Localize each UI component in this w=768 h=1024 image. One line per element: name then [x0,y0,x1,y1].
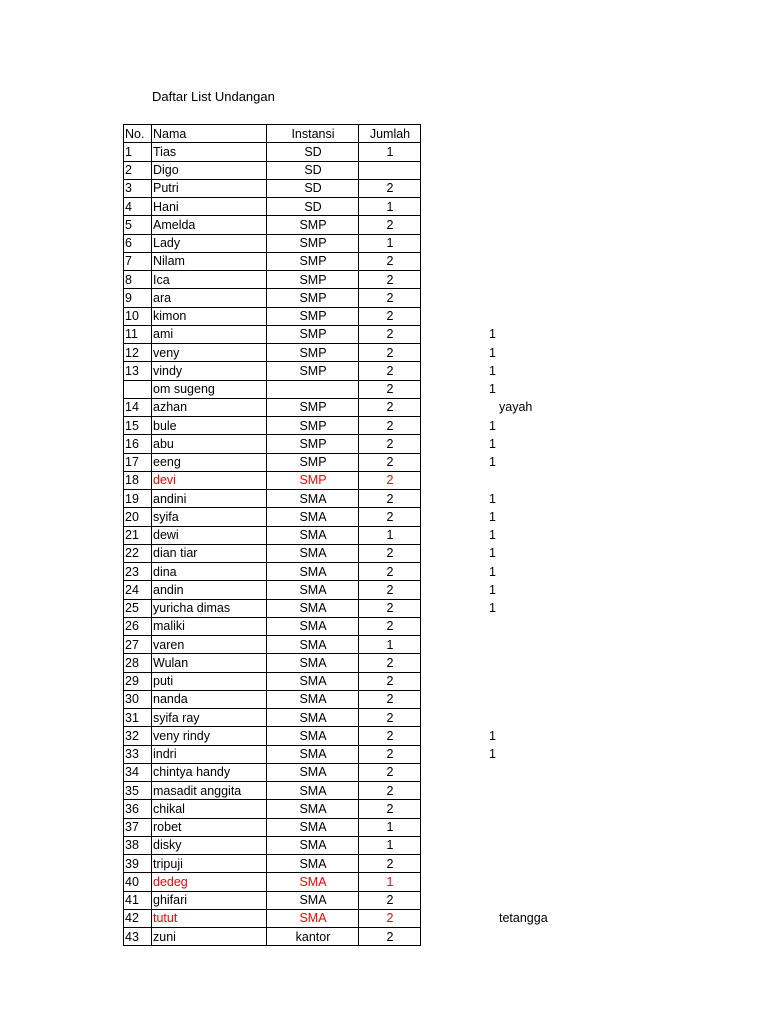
cell-no: 33 [124,745,152,763]
cell-instansi: SMP [267,453,359,471]
table-row [124,526,421,544]
cell-nama: syifa ray [152,709,267,727]
cell-instansi: SMA [267,800,359,818]
table-row [124,563,421,581]
cell-nama: nanda [152,690,267,708]
row-note: 1 [489,363,496,378]
cell-instansi: SMP [267,435,359,453]
cell-instansi: SMA [267,836,359,854]
cell-jumlah: 2 [359,672,421,690]
cell-jumlah: 2 [359,763,421,781]
cell-jumlah: 2 [359,508,421,526]
table-row [124,800,421,818]
cell-nama: varen [152,636,267,654]
cell-no: 6 [124,234,152,252]
row-note: 1 [489,528,496,543]
cell-instansi: SMA [267,891,359,909]
cell-nama: azhan [152,398,267,416]
cell-no: 31 [124,709,152,727]
cell-no: 39 [124,855,152,873]
cell-no: 24 [124,581,152,599]
cell-no: 37 [124,818,152,836]
cell-jumlah: 1 [359,818,421,836]
cell-jumlah: 2 [359,727,421,745]
cell-no: 22 [124,544,152,562]
cell-instansi: SD [267,161,359,179]
cell-nama: ara [152,289,267,307]
table-row [124,855,421,873]
table-row [124,398,421,416]
table-row [124,143,421,161]
table-row [124,271,421,289]
cell-instansi: SMA [267,581,359,599]
cell-instansi: SMA [267,782,359,800]
row-note: 1 [489,345,496,360]
cell-nama: Lady [152,234,267,252]
cell-nama: vindy [152,362,267,380]
table-row [124,873,421,891]
cell-nama: masadit anggita [152,782,267,800]
cell-instansi: SMA [267,763,359,781]
row-note: 1 [489,728,496,743]
cell-no: 19 [124,490,152,508]
table-row [124,617,421,635]
cell-nama: yuricha dimas [152,599,267,617]
cell-jumlah: 2 [359,690,421,708]
cell-no: 36 [124,800,152,818]
table-row [124,435,421,453]
cell-instansi: SMA [267,745,359,763]
cell-jumlah: 1 [359,526,421,544]
cell-jumlah: 2 [359,891,421,909]
cell-no: 42 [124,909,152,927]
table-row [124,252,421,270]
cell-nama: abu [152,435,267,453]
cell-jumlah: 2 [359,855,421,873]
cell-nama: Putri [152,179,267,197]
cell-nama: om sugeng [152,380,267,398]
cell-no: 28 [124,654,152,672]
cell-no: 40 [124,873,152,891]
row-note: 1 [489,491,496,506]
cell-jumlah: 2 [359,490,421,508]
header-no: No. [124,125,152,143]
table-row [124,289,421,307]
row-note: 1 [489,564,496,579]
header-jumlah: Jumlah [359,125,421,143]
table-row [124,234,421,252]
cell-instansi: SMP [267,471,359,489]
cell-instansi: SMA [267,508,359,526]
cell-nama: indri [152,745,267,763]
table-header-row [124,125,421,143]
cell-no: 11 [124,325,152,343]
cell-nama: Digo [152,161,267,179]
cell-no: 13 [124,362,152,380]
cell-no: 25 [124,599,152,617]
cell-no: 1 [124,143,152,161]
cell-no: 16 [124,435,152,453]
cell-instansi: SMA [267,709,359,727]
cell-jumlah: 2 [359,471,421,489]
cell-no: 9 [124,289,152,307]
cell-nama: dewi [152,526,267,544]
cell-instansi: SMP [267,362,359,380]
cell-nama: zuni [152,928,267,946]
table-row [124,636,421,654]
table-row [124,581,421,599]
cell-jumlah: 2 [359,654,421,672]
cell-nama: syifa [152,508,267,526]
table-row [124,909,421,927]
cell-nama: disky [152,836,267,854]
cell-no: 12 [124,344,152,362]
cell-instansi: SMP [267,252,359,270]
cell-no: 23 [124,563,152,581]
cell-nama: tripuji [152,855,267,873]
cell-no: 2 [124,161,152,179]
header-instansi: Instansi [267,125,359,143]
cell-nama: ami [152,325,267,343]
table-row [124,508,421,526]
cell-nama: tutut [152,909,267,927]
cell-jumlah: 2 [359,344,421,362]
table-row [124,179,421,197]
cell-instansi: SMA [267,636,359,654]
cell-instansi: SMP [267,289,359,307]
table-row [124,344,421,362]
cell-no: 17 [124,453,152,471]
cell-jumlah: 2 [359,782,421,800]
cell-jumlah: 2 [359,325,421,343]
row-note: 1 [489,436,496,451]
cell-instansi: SMA [267,909,359,927]
cell-instansi: SMA [267,855,359,873]
table-row [124,928,421,946]
cell-nama: Nilam [152,252,267,270]
cell-jumlah: 2 [359,252,421,270]
cell-nama: Tias [152,143,267,161]
cell-jumlah: 2 [359,599,421,617]
cell-jumlah: 2 [359,271,421,289]
cell-no: 32 [124,727,152,745]
cell-jumlah: 2 [359,216,421,234]
cell-nama: Hani [152,198,267,216]
table-row [124,453,421,471]
header-nama: Nama [152,125,267,143]
cell-instansi: SMP [267,216,359,234]
cell-instansi: SMA [267,672,359,690]
cell-no: 38 [124,836,152,854]
cell-instansi: SMA [267,599,359,617]
cell-instansi [267,380,359,398]
table-row [124,380,421,398]
cell-jumlah: 2 [359,928,421,946]
row-note: 1 [489,382,496,397]
table-row [124,745,421,763]
cell-jumlah: 1 [359,143,421,161]
cell-instansi: SMA [267,727,359,745]
row-note: 1 [489,509,496,524]
cell-jumlah: 2 [359,909,421,927]
table-row [124,325,421,343]
cell-no: 26 [124,617,152,635]
cell-jumlah: 1 [359,836,421,854]
cell-no: 14 [124,398,152,416]
cell-jumlah: 2 [359,453,421,471]
cell-instansi: SD [267,179,359,197]
cell-nama: devi [152,471,267,489]
cell-no: 29 [124,672,152,690]
cell-instansi: SD [267,143,359,161]
cell-jumlah: 2 [359,380,421,398]
cell-nama: chintya handy [152,763,267,781]
cell-jumlah: 2 [359,289,421,307]
cell-instansi: SMA [267,526,359,544]
cell-nama: chikal [152,800,267,818]
table-row [124,161,421,179]
cell-no: 10 [124,307,152,325]
cell-nama: dian tiar [152,544,267,562]
cell-nama: Ica [152,271,267,289]
cell-instansi: SMP [267,398,359,416]
table-row [124,891,421,909]
cell-jumlah: 2 [359,581,421,599]
cell-jumlah: 2 [359,709,421,727]
page-title: Daftar List Undangan [152,89,275,104]
cell-nama: dedeg [152,873,267,891]
cell-instansi: SD [267,198,359,216]
cell-nama: puti [152,672,267,690]
cell-jumlah: 2 [359,800,421,818]
cell-jumlah: 1 [359,873,421,891]
cell-instansi: SMA [267,544,359,562]
cell-jumlah: 2 [359,398,421,416]
cell-nama: robet [152,818,267,836]
cell-no: 18 [124,471,152,489]
cell-nama: ghifari [152,891,267,909]
cell-no: 30 [124,690,152,708]
invitation-table [123,124,421,946]
cell-instansi: SMA [267,490,359,508]
cell-instansi: SMP [267,325,359,343]
cell-instansi: SMP [267,307,359,325]
cell-nama: eeng [152,453,267,471]
table-body [124,143,421,946]
cell-instansi: SMP [267,234,359,252]
cell-jumlah: 1 [359,198,421,216]
cell-instansi: SMA [267,690,359,708]
cell-jumlah: 2 [359,617,421,635]
cell-instansi: SMP [267,271,359,289]
cell-no: 4 [124,198,152,216]
cell-nama: Amelda [152,216,267,234]
table-row [124,216,421,234]
row-note: 1 [489,747,496,762]
row-note: 1 [489,601,496,616]
cell-no: 35 [124,782,152,800]
row-note: 1 [489,546,496,561]
cell-jumlah: 2 [359,563,421,581]
cell-no: 34 [124,763,152,781]
row-note: 1 [489,582,496,597]
cell-nama: andini [152,490,267,508]
table-row [124,690,421,708]
cell-nama: dina [152,563,267,581]
cell-no: 27 [124,636,152,654]
row-note: yayah [499,400,533,415]
cell-no: 7 [124,252,152,270]
row-note: 1 [489,327,496,342]
cell-nama: andin [152,581,267,599]
table-row [124,836,421,854]
table-row [124,672,421,690]
cell-jumlah: 1 [359,234,421,252]
cell-jumlah: 2 [359,745,421,763]
cell-nama: maliki [152,617,267,635]
cell-instansi: SMA [267,654,359,672]
cell-instansi: kantor [267,928,359,946]
cell-jumlah: 2 [359,179,421,197]
table-row [124,727,421,745]
cell-instansi: SMP [267,344,359,362]
table-row [124,362,421,380]
row-note: 1 [489,418,496,433]
cell-instansi: SMA [267,617,359,635]
cell-jumlah [359,161,421,179]
cell-no: 41 [124,891,152,909]
cell-no: 21 [124,526,152,544]
cell-nama: Wulan [152,654,267,672]
table-row [124,307,421,325]
cell-no: 8 [124,271,152,289]
cell-nama: kimon [152,307,267,325]
cell-nama: veny [152,344,267,362]
cell-no: 15 [124,417,152,435]
table-row [124,763,421,781]
cell-nama: bule [152,417,267,435]
row-note: 1 [489,455,496,470]
table-row [124,654,421,672]
cell-instansi: SMP [267,417,359,435]
table-row [124,782,421,800]
cell-jumlah: 2 [359,362,421,380]
table-row [124,818,421,836]
cell-jumlah: 2 [359,307,421,325]
cell-jumlah: 1 [359,636,421,654]
cell-instansi: SMA [267,563,359,581]
cell-jumlah: 2 [359,417,421,435]
cell-jumlah: 2 [359,435,421,453]
cell-jumlah: 2 [359,544,421,562]
table-row [124,544,421,562]
table-row [124,599,421,617]
table-row [124,709,421,727]
cell-no: 3 [124,179,152,197]
cell-nama: veny rindy [152,727,267,745]
cell-instansi: SMA [267,873,359,891]
table-row [124,490,421,508]
table-row [124,471,421,489]
table-row [124,198,421,216]
cell-no [124,380,152,398]
cell-no: 43 [124,928,152,946]
cell-no: 5 [124,216,152,234]
table-row [124,417,421,435]
row-note: tetangga [499,911,548,926]
cell-instansi: SMA [267,818,359,836]
cell-no: 20 [124,508,152,526]
